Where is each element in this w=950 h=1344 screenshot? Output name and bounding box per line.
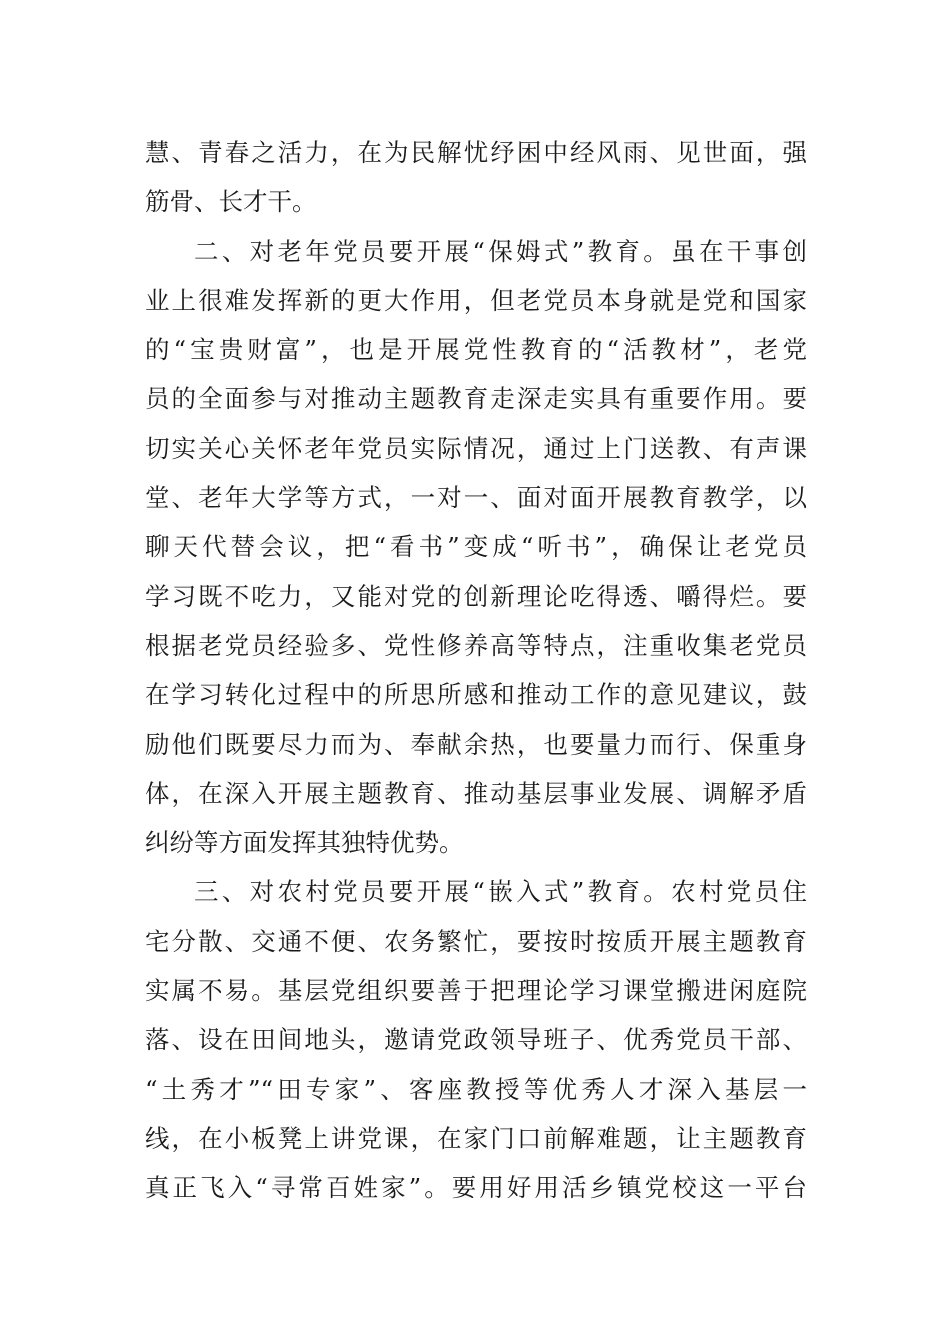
text-line: 纠纷等方面发挥其独特优势。 [145,828,464,858]
text-line: 线，在小板凳上讲党课，在家门口前解难题，让主题教育 [145,1123,807,1153]
paragraph-first-line: 二、对老年党员要开展“保姆式”教育。虽在干事创 [194,236,807,266]
text-line: 实属不易。基层党组织要善于把理论学习课堂搬进闲庭院 [145,976,807,1006]
text-line: 业上很难发挥新的更大作用，但老党员本身就是党和国家 [145,285,807,315]
text-line: 励他们既要尽力而为、奉献余热，也要量力而行、保重身 [145,729,807,759]
text-line: 宅分散、交通不便、农务繁忙，要按时按质开展主题教育 [145,926,807,956]
document-body [145,128,807,1213]
text-line: 在学习转化过程中的所思所感和推动工作的意见建议，鼓 [145,680,807,710]
text-line: 切实关心关怀老年党员实际情况，通过上门送教、有声课 [145,433,807,463]
text-line: 体，在深入开展主题教育、推动基层事业发展、调解矛盾 [145,778,807,808]
text-line: 落、设在田间地头，邀请党政领导班子、优秀党员干部、 [145,1025,807,1055]
text-line: 聊天代替会议，把“看书”变成“听书”，确保让老党员 [145,532,807,562]
text-line: 根据老党员经验多、党性修养高等特点，注重收集老党员 [145,630,807,660]
paragraph-first-line: 三、对农村党员要开展“嵌入式”教育。农村党员住 [194,877,807,907]
text-line: “土秀才”“田专家”、客座教授等优秀人才深入基层一 [145,1074,807,1104]
text-line: 学习既不吃力，又能对党的创新理论吃得透、嚼得烂。要 [145,581,807,611]
text-line: 真正飞入“寻常百姓家”。要用好用活乡镇党校这一平台 [145,1173,807,1203]
text-line: 慧、青春之活力，在为民解忧纾困中经风雨、见世面，强 [145,138,807,167]
text-line: 的“宝贵财富”，也是开展党性教育的“活教材”，老党 [145,335,807,365]
text-line: 员的全面参与对推动主题教育走深走实具有重要作用。要 [145,384,807,414]
text-line: 堂、老年大学等方式，一对一、面对面开展教育教学，以 [145,483,807,513]
text-line: 筋骨、长才干。 [145,187,317,217]
